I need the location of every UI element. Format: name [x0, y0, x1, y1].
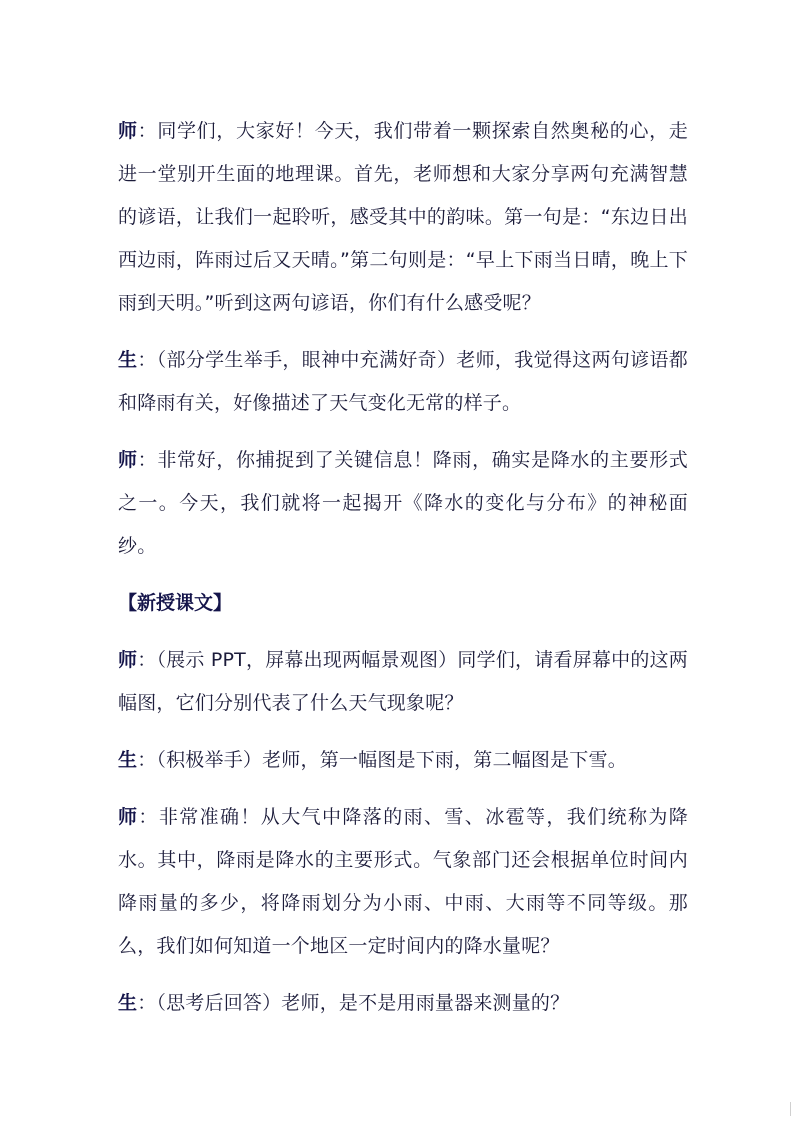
dialogue-text: （部分学生举手，眼神中充满好奇）老师，我觉得这两句谚语都和降雨有关，好像描述了天气变化无常的样子。: [118, 349, 689, 414]
dialogue-text: （积极举手）老师，第一幅图是下雨，第二幅图是下雪。: [156, 749, 627, 771]
speaker-label: 师: [118, 120, 138, 142]
dialogue-paragraph: [118, 110, 688, 325]
section-heading: 【新授课文】: [118, 592, 233, 614]
speaker-separator: ：: [137, 449, 158, 471]
document-page: [118, 110, 688, 1039]
speaker-label: 生: [118, 349, 138, 371]
dialogue-text: 非常准确！从大气中降落的雨、雪、冰雹等，我们统称为降水。其中，降雨是降水的主要形式。气象部门还会根据单位时间内降雨量的多少，将降雨划分为小雨、中雨、大雨等不同等级。那么，我们如何知道一个地区一定时间内的降水量呢？: [118, 806, 689, 957]
speaker-label: 生: [118, 749, 138, 771]
dialogue-paragraph: [118, 339, 688, 425]
dialogue-paragraph: [118, 982, 688, 1025]
speaker-label: 师: [118, 449, 138, 471]
speaker-label: 师: [118, 649, 138, 671]
speaker-label: 生: [118, 992, 138, 1014]
dialogue-paragraph: [118, 639, 688, 725]
speaker-separator: ：: [137, 992, 157, 1014]
dialogue-text: 非常好，你捕捉到了关键信息！降雨，确实是降水的主要形式之一。今天，我们就将一起揭开《降水的变化与分布》的神秘面纱。: [118, 449, 688, 557]
speaker-label: 师: [118, 806, 139, 828]
speaker-separator: ：: [137, 649, 157, 671]
dialogue-text: （思考后回答）老师，是不是用雨量器来测量的？: [156, 992, 570, 1014]
dialogue-paragraph: [118, 439, 688, 568]
dialogue-text: （展示 PPT，屏幕出现两幅景观图）同学们，请看屏幕中的这两幅图，它们分别代表了什么天气现象呢？: [118, 649, 688, 714]
dialogue-text: 同学们，大家好！今天，我们带着一颗探索自然奥秘的心，走进一堂别开生面的地理课。首先，老师想和大家分享两句充满智慧的谚语，让我们一起聆听，感受其中的韵味。第一句是：“东边日出西边雨，阵雨过后又天晴。”第二句则是：“早上下雨当日晴，晚上下雨到天明。”听到这两句谚语，你们有什么感受呢？: [118, 120, 688, 314]
speaker-separator: ：: [137, 120, 158, 142]
dialogue-paragraph: [118, 796, 688, 968]
speaker-separator: ：: [137, 349, 157, 371]
speaker-separator: ：: [137, 749, 157, 771]
speaker-separator: ：: [138, 806, 159, 828]
page-edge-mark: [790, 1102, 791, 1116]
dialogue-paragraph: [118, 739, 688, 782]
